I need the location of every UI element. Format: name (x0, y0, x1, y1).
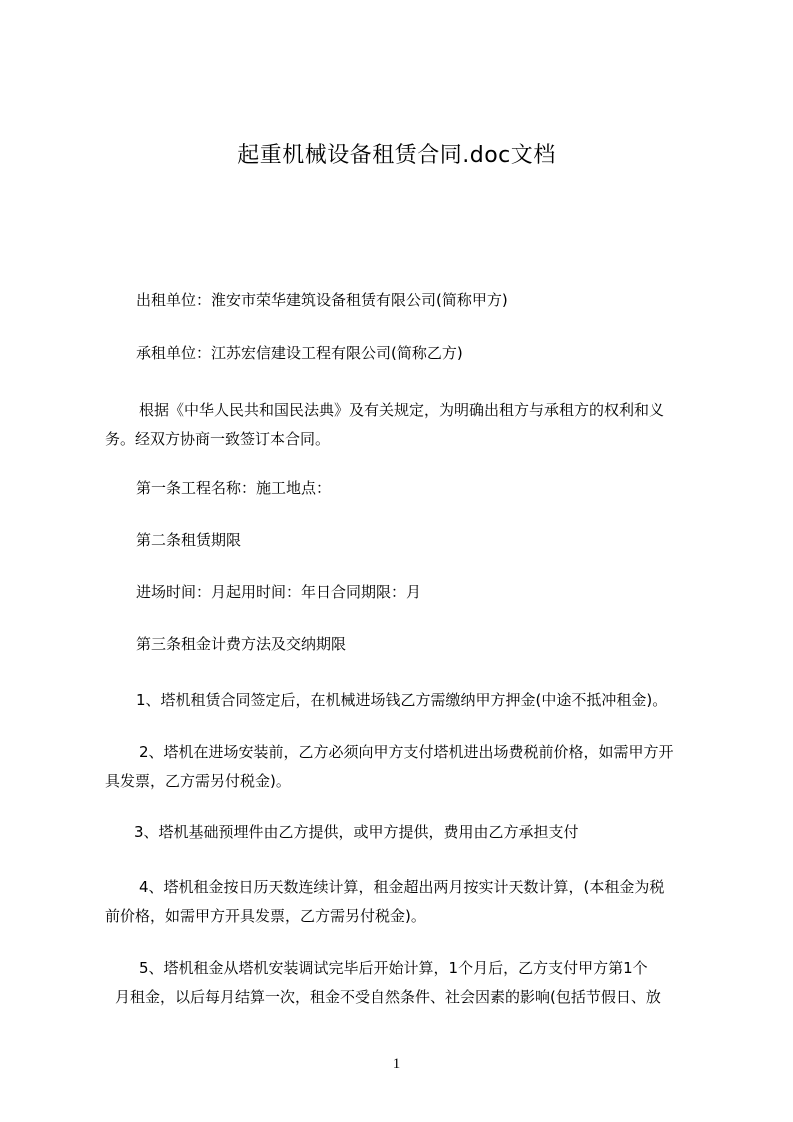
document-title: 起重机械设备租赁合同.doc文档 (237, 143, 556, 168)
page-number: 1 (392, 1056, 401, 1072)
text-line: 5、塔机租金从塔机安装调试完毕后开始计算，1个月后，乙方支付甲方第1个 (139, 959, 648, 977)
text-line: 具发票，乙方需另付税金)。 (105, 772, 291, 790)
text-line: 月租金，以后每月结算一次，租金不受自然条件、社会因素的影响(包括节假日、放 (115, 988, 661, 1006)
text-line: 第三条租金计费方法及交纳期限 (136, 635, 347, 653)
text-line: 出租单位：淮安市荣华建筑设备租赁有限公司(简称甲方) (136, 291, 508, 309)
text-line: 2、塔机在进场安装前，乙方必须向甲方支付塔机进出场费税前价格，如需甲方开 (139, 743, 674, 761)
article-3-heading (105, 630, 736, 659)
text-line: 进场时间：月起用时间：年日合同期限：月 (136, 583, 422, 601)
clause-5 (105, 954, 705, 1012)
text-line: 前价格，如需甲方开具发票，乙方需另付税金)。 (105, 907, 426, 925)
text-line: 承租单位：江苏宏信建设工程有限公司(简称乙方) (136, 344, 463, 362)
text-line: 务。经双方协商一致签订本合同。 (105, 430, 331, 448)
text-line: 1、塔机租赁合同签定后，在机械进场钱乙方需缴纳甲方押金(中途不抵冲租金)。 (136, 691, 668, 709)
clause-1 (105, 686, 736, 715)
clause-3 (105, 818, 734, 847)
article-1-heading (105, 474, 736, 503)
text-line: 3、塔机基础预埋件由乙方提供，或甲方提供，费用由乙方承担支付 (134, 823, 579, 841)
text-line: 根据《中华人民共和国民法典》及有关规定，为明确出租方与承租方的权利和义 (139, 401, 665, 419)
text-line: 4、塔机租金按日历天数连续计算，租金超出两月按实计天数计算，(本租金为税 (139, 878, 665, 896)
lessee-paragraph (105, 339, 736, 368)
clause-4 (105, 873, 705, 931)
preamble-paragraph (105, 396, 705, 454)
text-line: 第二条租赁期限 (136, 531, 242, 549)
lessor-paragraph (105, 286, 736, 315)
entry-time-paragraph (105, 578, 736, 607)
clause-2 (105, 738, 705, 796)
article-2-heading (105, 526, 736, 555)
text-line: 第一条工程名称：施工地点： (136, 479, 332, 497)
